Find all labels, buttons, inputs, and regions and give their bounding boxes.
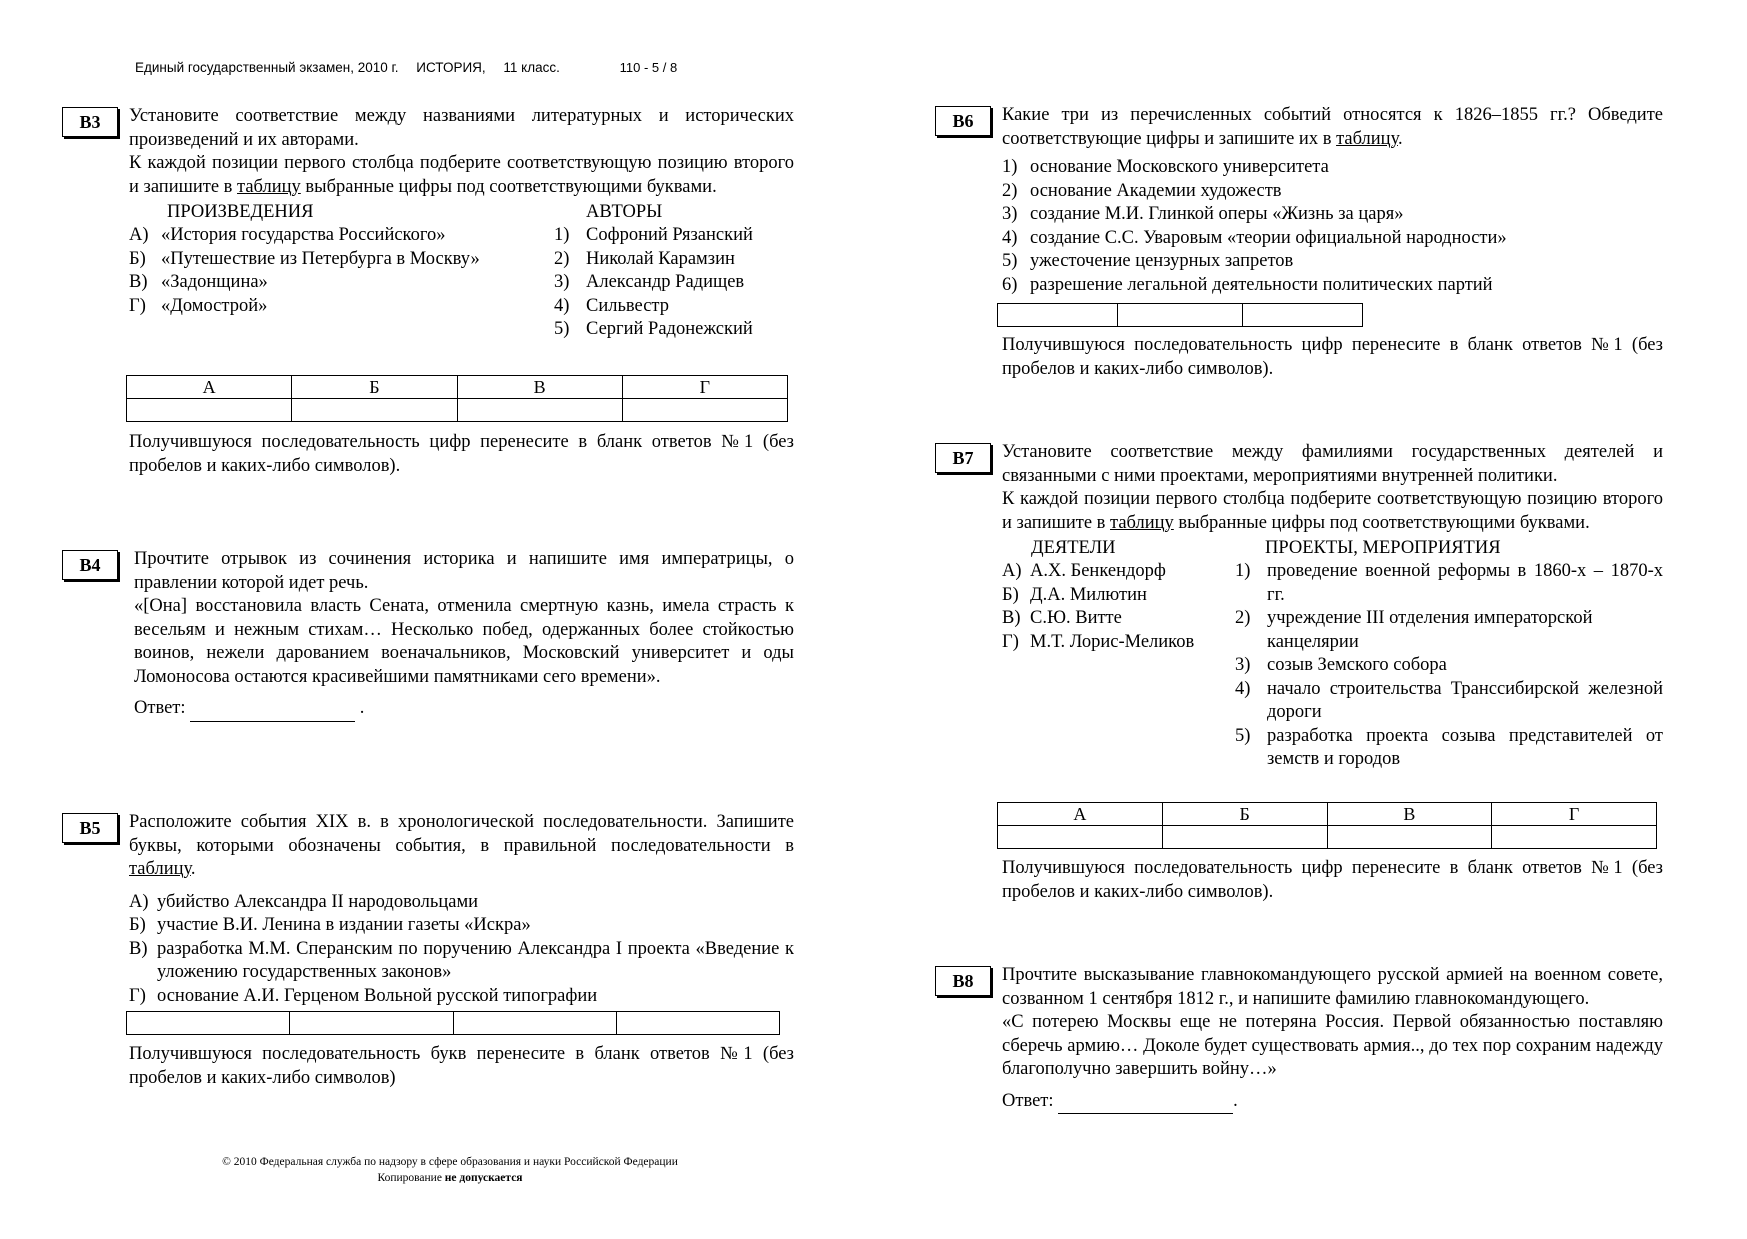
task-instruction: К каждой позиции первого столбца подберите соответствующую позицию второго и запишите в таблицу выбранные цифры под соответствующими буквами. (1002, 489, 1663, 533)
answer-cell[interactable] (292, 399, 457, 422)
list-item: 5) разработка проекта созыва представителей от земств и городов (1235, 725, 1663, 769)
task-instruction: К каждой позиции первого столбца подберите соответствующую позицию второго и запишите в таблицу выбранные цифры под соответствующими буквами. (129, 153, 794, 197)
answer-table-b3 (126, 375, 788, 422)
exam-subject: ИСТОРИЯ, (416, 60, 486, 75)
list-item: 4) создание С.С. Уваровым «теории официальной народности» (1002, 227, 1507, 248)
table-header-cell: Б (292, 376, 457, 399)
exam-grade: 11 класс. (503, 60, 560, 75)
task-label: В3 (62, 107, 118, 137)
task-intro: Установите соответствие между фамилиями государственных деятелей и связанными с ними проектами, мероприятиями внутренней политики. (1002, 442, 1663, 486)
table-link: таблицу (129, 859, 191, 879)
task-label: В8 (935, 966, 991, 996)
historian-quote: «[Она] восстановила власть Сената, отменила смертную казнь, имела страсть к весельям и нежным стихам… Несколько побед, одержанных более стойкостью воинов, нежели дарованием военачальников, Московский университет и оды Ломоносова остаются красивейшими памятниками сего времени». (134, 596, 794, 687)
answer-cell[interactable] (998, 304, 1118, 327)
list-item: 2) учреждение III отделения императорской канцелярии (1235, 608, 1593, 652)
list-item: Г) М.Т. Лорис-Меликов (1002, 631, 1195, 652)
transfer-note: Получившуюся последовательность букв перенесите в бланк ответов №1 (без пробелов и каких-либо символов) (129, 1044, 794, 1088)
figures-header: ДЕЯТЕЛИ (1031, 538, 1116, 558)
list-item: 1) проведение военной реформы в 1860-х – 1870-х гг. (1235, 561, 1663, 605)
task-body (1002, 964, 1663, 1114)
table-header-cell: Г (1492, 803, 1657, 826)
answer-cell[interactable] (127, 1012, 290, 1035)
left-column (62, 0, 794, 1239)
answer-cell[interactable] (1118, 304, 1242, 327)
list-item: В) С.Ю. Витте (1002, 608, 1122, 628)
list-item: 3) создание М.И. Глинкой оперы «Жизнь за царя» (1002, 204, 1404, 224)
page-footer (170, 1154, 730, 1186)
answer-field[interactable] (1058, 1090, 1233, 1115)
answer-cell[interactable] (998, 826, 1163, 849)
transfer-note: Получившуюся последовательность цифр перенесите в бланк ответов №1 (без пробелов и каких-либо символов). (1002, 335, 1663, 379)
answer-table-b7 (997, 802, 1657, 849)
works-list (129, 224, 529, 318)
table-link: таблицу (1336, 128, 1398, 149)
answer-cell[interactable] (1492, 826, 1657, 849)
task-label: В7 (935, 443, 991, 473)
task-body (1002, 441, 1663, 773)
list-item: Г) «Домострой» (129, 295, 268, 316)
list-item: 1) Софроний Рязанский (554, 225, 753, 245)
table-header-cell: Г (622, 376, 787, 399)
list-item: Б) участие В.И. Ленина в издании газеты «Искра» (129, 915, 531, 935)
copy-notice: Копирование не допускается (377, 1172, 523, 1184)
answer-cell[interactable] (290, 1012, 453, 1035)
task-label: В5 (62, 813, 118, 843)
table-header-cell: Б (1162, 803, 1327, 826)
task-intro: Прочтите высказывание главнокомандующего русской армией на военном совете, созванном 1 сентября 1812 г., и напишите фамилию главнокомандующего. (1002, 965, 1663, 1009)
projects-list (1235, 560, 1663, 772)
answer-cell[interactable] (616, 1012, 779, 1035)
task-intro: Какие три из перечисленных событий относятся к 1826–1855 гг.? Обведите соответствующие цифры и запишите их в таблицу. (1002, 105, 1663, 149)
answer-cell[interactable] (1327, 826, 1492, 849)
list-item: 3) созыв Земского собора (1235, 655, 1447, 675)
list-item: 5) ужесточение цензурных запретов (1002, 251, 1294, 271)
table-header-cell: А (998, 803, 1163, 826)
projects-header: ПРОЕКТЫ, МЕРОПРИЯТИЯ (1265, 538, 1501, 558)
table-header-cell: А (127, 376, 292, 399)
task-intro: Прочтите отрывок из сочинения историка и напишите имя императрицы, о правлении которой идет речь. (134, 549, 794, 593)
transfer-note: Получившуюся последовательность цифр перенесите в бланк ответов №1 (без пробелов и каких-либо символов). (1002, 858, 1663, 902)
matching-block (1002, 537, 1663, 773)
list-item: А) «История государства Российского» (129, 225, 446, 245)
answer-field[interactable] (190, 697, 355, 722)
transfer-note: Получившуюся последовательность цифр перенесите в бланк ответов №1 (без пробелов и каких-либо символов). (129, 432, 794, 476)
list-item: 2) основание Академии художеств (1002, 180, 1282, 201)
table-header-cell: В (457, 376, 622, 399)
authors-header: АВТОРЫ (586, 202, 663, 222)
answer-cell[interactable] (127, 399, 292, 422)
task-intro: Расположите события XIX в. в хронологической последовательности. Запишите буквы, которыми обозначены события, в правильной последовательности в таблицу. (129, 812, 794, 879)
list-item: В) «Задонщина» (129, 272, 268, 292)
list-item: Б) «Путешествие из Петербурга в Москву» (129, 248, 480, 269)
table-link: таблицу (237, 176, 301, 197)
answer-cell[interactable] (1162, 826, 1327, 849)
authors-list (554, 224, 794, 342)
answer-cell[interactable] (457, 399, 622, 422)
events-list (129, 891, 794, 1009)
list-item: А) убийство Александра II народовольцами (129, 891, 479, 912)
commander-quote: «С потерею Москвы еще не потеряна Россия. Первой обязанностью поставляю сберечь армию… Доколе будет существовать армия.., до тех пор сохраним надежду благополучно завершить войну…» (1002, 1012, 1663, 1079)
list-item: 4) начало строительства Транссибирской железной дороги (1235, 678, 1663, 722)
exam-title: Единый государственный экзамен, 2010 г. (135, 60, 399, 75)
answer-line: Ответ: . (1002, 1090, 1663, 1115)
list-item: В) разработка М.М. Сперанским по поручению Александра I проекта «Введение к уложению государственных законов» (129, 938, 794, 982)
events-list (1002, 156, 1663, 297)
list-item: А) А.Х. Бенкендорф (1002, 561, 1166, 581)
list-item: 5) Сергий Радонежский (554, 319, 753, 339)
answer-cell[interactable] (1242, 304, 1362, 327)
answer-line: Ответ: . (134, 697, 794, 722)
answer-cell[interactable] (622, 399, 787, 422)
right-column (935, 0, 1663, 1239)
table-header-cell: В (1327, 803, 1492, 826)
works-header: ПРОИЗВЕДЕНИЯ (167, 202, 314, 222)
task-label: В4 (62, 550, 118, 580)
list-item: 6) разрешение легальной деятельности политических партий (1002, 274, 1493, 295)
task-intro: Установите соответствие между названиями литературных и исторических произведений и их авторами. (129, 106, 794, 150)
table-link: таблицу (1110, 512, 1174, 533)
figures-list (1002, 560, 1227, 654)
task-body (129, 105, 794, 341)
list-item: 4) Сильвестр (554, 295, 669, 316)
task-body (134, 548, 794, 722)
task-body (129, 811, 794, 1008)
task-label: В6 (935, 106, 991, 136)
list-item: 1) основание Московского университета (1002, 157, 1329, 177)
task-body (1002, 104, 1663, 297)
answer-table-b6 (997, 303, 1363, 327)
answer-cell[interactable] (453, 1012, 616, 1035)
page-number: 110 - 5 / 8 (619, 60, 678, 75)
list-item: Б) Д.А. Милютин (1002, 584, 1147, 605)
matching-block (129, 201, 794, 341)
list-item: 2) Николай Карамзин (554, 248, 735, 269)
answer-table-b5 (126, 1011, 780, 1035)
copyright-line: © 2010 Федеральная служба по надзору в сфере образования и науки Российской Федерации (222, 1156, 678, 1168)
list-item: 3) Александр Радищев (554, 272, 745, 292)
list-item: Г) основание А.И. Герценом Вольной русской типографии (129, 985, 598, 1006)
